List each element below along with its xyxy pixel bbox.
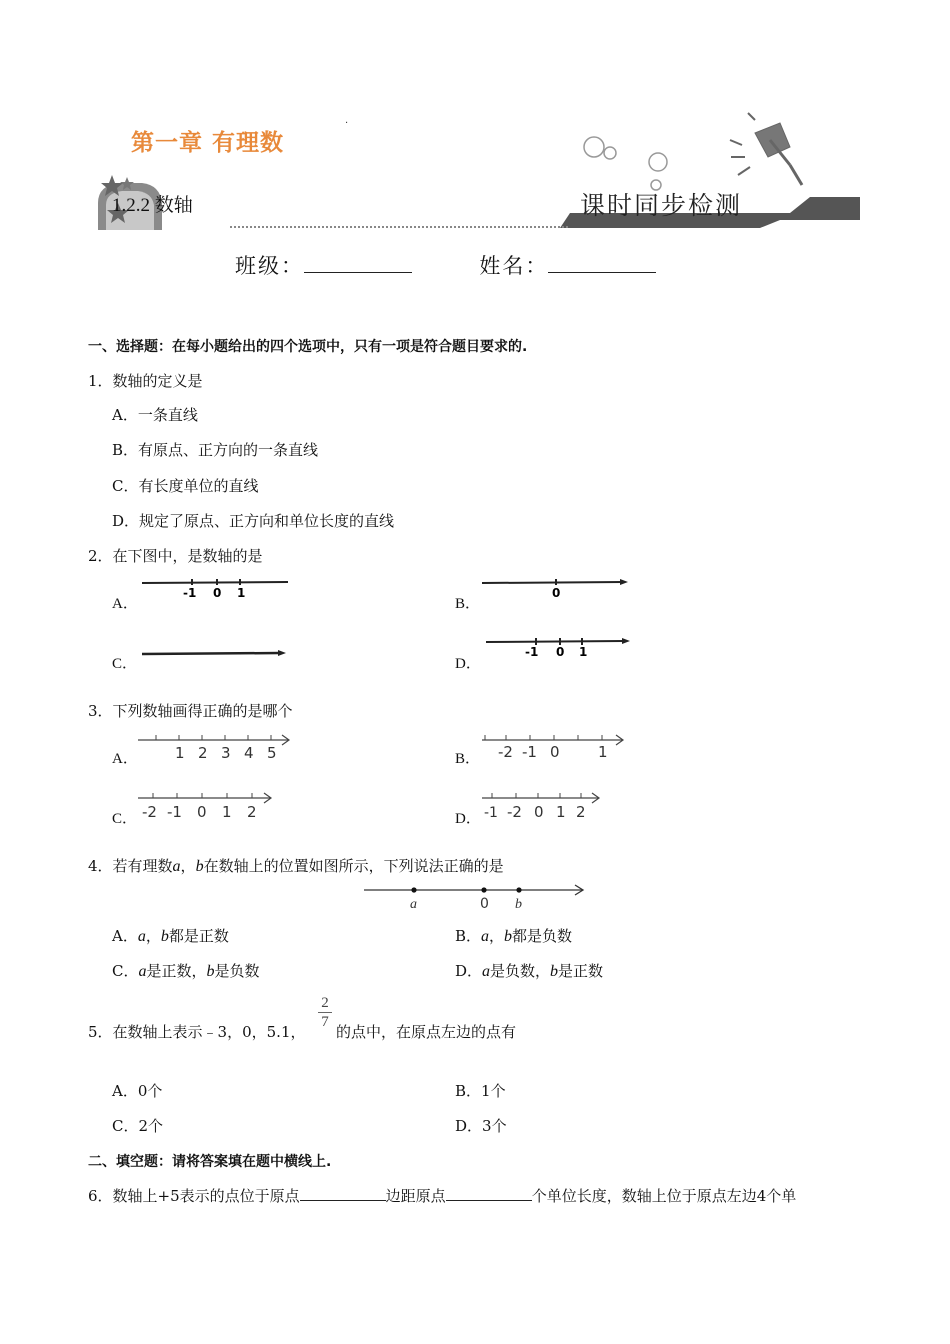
q3d-tick-label: 1 <box>556 803 566 821</box>
q6-blank-1[interactable] <box>300 1186 386 1201</box>
q2a-tick-label: 1 <box>237 586 246 600</box>
q3b-tick-label: 0 <box>550 743 560 761</box>
q4-stem: 4．若有理数a，b在数轴上的位置如图所示，下列说法正确的是 <box>88 857 504 875</box>
q2-stem: 2．在下图中，是数轴的是 <box>88 547 263 565</box>
q3c-tick-label: 1 <box>222 803 232 821</box>
q2d-tick-label: 0 <box>556 645 565 659</box>
q3c-tick-label: -1 <box>167 803 182 821</box>
q3-option-c[interactable]: C． <box>112 811 138 827</box>
q2-fig-c-number-line <box>140 646 292 662</box>
part2-heading: 二、填空题：请将答案填在题中横线上. <box>88 1154 332 1170</box>
q4-option-d[interactable]: D．a是负数，b是正数 <box>455 962 604 980</box>
q2-option-b[interactable]: B． <box>455 596 481 612</box>
series-title: 课时同步检测 <box>580 191 743 220</box>
q5-option-d[interactable]: D．3个 <box>455 1117 507 1135</box>
q3-stem: 3．下列数轴画得正确的是哪个 <box>88 702 293 720</box>
q3c-tick-label: 0 <box>197 803 207 821</box>
q3a-tick-label: 1 <box>175 744 185 762</box>
q5-fraction-denominator: 7 <box>321 1014 329 1030</box>
q2-option-c[interactable]: C． <box>112 656 138 672</box>
q4-point-label-a: a <box>410 897 417 912</box>
q2-fig-d-number-line <box>484 634 634 660</box>
desk-lamp-icon <box>730 113 802 185</box>
q3-fig-a-number-line <box>136 731 294 763</box>
q3a-tick-label: 4 <box>244 744 254 762</box>
q3a-tick-label: 2 <box>198 744 208 762</box>
q3a-tick-label: 5 <box>267 744 277 762</box>
q2a-tick-label: 0 <box>213 586 222 600</box>
q1-option-a[interactable]: A．一条直线 <box>112 406 198 424</box>
q2b-tick-label: 0 <box>552 586 561 600</box>
q4-number-line-figure <box>362 880 590 912</box>
q3b-tick-label: 1 <box>598 743 608 761</box>
section-title: 1.2.2 数轴 <box>112 195 193 216</box>
q2d-tick-label: -1 <box>525 645 539 659</box>
q4-point-label-b: b <box>515 897 522 912</box>
svg-text:.: . <box>345 115 349 126</box>
q5-option-b[interactable]: B．1个 <box>455 1082 506 1100</box>
q2-fig-b-number-line <box>480 575 632 601</box>
q5-stem-suffix: 的点中，在原点左边的点有 <box>336 1023 517 1041</box>
q3d-tick-label: 2 <box>576 803 586 821</box>
q1-option-d[interactable]: D．规定了原点、正方向和单位长度的直线 <box>112 512 395 530</box>
q3-option-d[interactable]: D． <box>455 811 481 827</box>
name-blank[interactable] <box>548 254 656 273</box>
q2-fig-a-number-line <box>140 575 292 601</box>
q3c-tick-label: -2 <box>142 803 157 821</box>
q6-text: 6．数轴上+5表示的点位于原点 边距原点 个单位长度，数轴上位于原点左边4个单 <box>88 1187 797 1205</box>
q4-origin-label: 0 <box>480 896 489 912</box>
q4-option-b[interactable]: B．a，b都是负数 <box>455 927 573 945</box>
q1-option-b[interactable]: B．有原点、正方向的一条直线 <box>112 441 319 459</box>
part1-heading: 一、选择题：在每小题给出的四个选项中，只有一项是符合题目要求的. <box>88 339 528 355</box>
chapter-title: 第一章 有理数 <box>131 130 285 156</box>
q3d-tick-label: -2 <box>507 803 522 821</box>
q5-fraction-numerator: 2 <box>318 994 332 1013</box>
q1-option-c[interactable]: C．有长度单位的直线 <box>112 477 259 495</box>
q3b-tick-label: -2 <box>498 743 513 761</box>
q3-fig-b-number-line <box>480 731 630 763</box>
q6-blank-2[interactable] <box>446 1186 532 1201</box>
q3-option-b[interactable]: B． <box>455 751 481 767</box>
q2-option-d[interactable]: D． <box>455 656 481 672</box>
q1-stem: 1．数轴的定义是 <box>88 372 203 390</box>
student-info-line <box>235 250 656 280</box>
q3b-tick-label: -1 <box>522 743 537 761</box>
bubbles-decoration <box>584 137 667 190</box>
class-label: 班级： <box>235 254 304 278</box>
class-blank[interactable] <box>304 254 412 273</box>
q4-option-a[interactable]: A．a，b都是正数 <box>112 927 229 945</box>
q4-option-c[interactable]: C．a是正数，b是负数 <box>112 962 260 980</box>
q2-option-a[interactable]: A． <box>112 596 138 612</box>
q2d-tick-label: 1 <box>579 645 588 659</box>
q5-stem-prefix: 5．在数轴上表示﹣3，0，5.1， <box>88 1023 306 1041</box>
q3-fig-c-number-line <box>136 788 276 822</box>
q3-option-a[interactable]: A． <box>112 751 138 767</box>
q3a-tick-label: 3 <box>221 744 231 762</box>
q3c-tick-label: 2 <box>247 803 257 821</box>
q5-fraction <box>318 994 332 1031</box>
q3d-tick-label: -1 <box>484 805 498 821</box>
q3-fig-d-number-line <box>480 788 606 822</box>
q5-option-c[interactable]: C．2个 <box>112 1117 164 1135</box>
q3d-tick-label: 0 <box>534 803 544 821</box>
q2a-tick-label: -1 <box>183 586 197 600</box>
q5-option-a[interactable]: A．0个 <box>112 1082 163 1100</box>
name-label: 姓名： <box>479 254 549 278</box>
